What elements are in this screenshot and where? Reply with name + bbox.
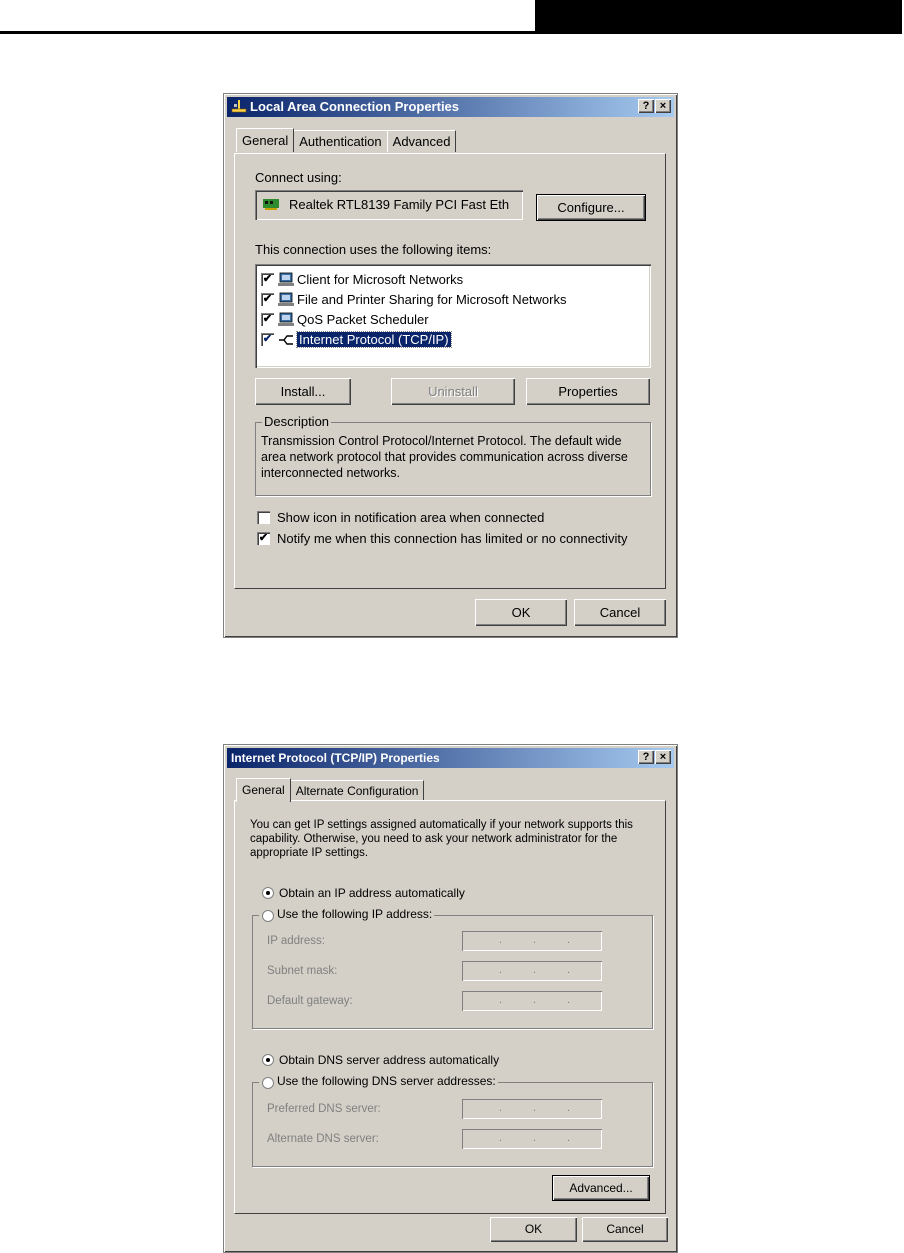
protocol-icon [278, 332, 294, 347]
ip-address-label: IP address: [267, 935, 325, 947]
alternate-dns-field[interactable]: . . . [462, 1129, 602, 1149]
title-bar [227, 748, 674, 768]
obtain-dns-radio[interactable] [262, 1054, 274, 1066]
tab-general[interactable]: General [236, 778, 291, 802]
default-gateway-label: Default gateway: [267, 995, 353, 1007]
tab-authentication[interactable]: Authentication [293, 130, 387, 152]
preferred-dns-label: Preferred DNS server: [267, 1103, 381, 1115]
file-sharing-icon [278, 292, 294, 307]
checkbox[interactable]: ✔ [262, 293, 273, 305]
show-icon-label[interactable]: Show icon in notification area when connected [277, 510, 545, 525]
subnet-mask-label: Subnet mask: [267, 965, 338, 977]
cancel-button[interactable]: Cancel [574, 599, 666, 626]
connect-using-label: Connect using: [255, 170, 342, 185]
use-dns-label[interactable]: Use the following DNS server addresses: [259, 1074, 498, 1088]
tab-strip [236, 780, 423, 802]
checkbox[interactable]: ✔ [262, 333, 273, 345]
notify-checkbox[interactable]: ✔ [258, 532, 269, 544]
static-ip-group [252, 907, 653, 1029]
description-title: Description [264, 414, 330, 429]
use-ip-label[interactable]: Use the following IP address: [259, 907, 434, 921]
tab-strip [236, 130, 455, 152]
title-bar [227, 97, 674, 117]
list-item-selected[interactable] [261, 330, 451, 349]
close-button[interactable]: × [655, 750, 671, 764]
preferred-dns-field[interactable]: . . . [462, 1099, 602, 1119]
network-connection-icon [231, 99, 247, 113]
tab-alternate-configuration[interactable]: Alternate Configuration [290, 780, 425, 802]
components-list[interactable] [255, 264, 651, 368]
general-tab-panel [234, 800, 666, 1214]
tab-general[interactable]: General [236, 128, 294, 152]
list-item[interactable] [261, 310, 429, 329]
description-text: Transmission Control Protocol/Internet Protocol. The default wide area network protocol that provides communication across diverse interconnected networks. [261, 434, 628, 480]
close-button[interactable]: × [655, 99, 671, 113]
tab-advanced[interactable]: Advanced [387, 130, 457, 152]
obtain-dns-label[interactable]: Obtain DNS server address automatically [279, 1053, 500, 1067]
header-black-bar [535, 0, 904, 31]
obtain-ip-label[interactable]: Obtain an IP address automatically [279, 886, 465, 900]
local-area-connection-dialog [223, 93, 678, 638]
advanced-button[interactable]: Advanced... [553, 1176, 649, 1200]
checkbox[interactable]: ✔ [262, 273, 273, 285]
uninstall-button[interactable]: Uninstall [391, 378, 515, 405]
item-label: Internet Protocol (TCP/IP) [299, 332, 449, 347]
checkbox[interactable]: ✔ [262, 313, 273, 325]
items-label: This connection uses the following items: [255, 242, 492, 257]
network-client-icon [278, 272, 294, 287]
default-gateway-field[interactable]: . . . [462, 991, 602, 1011]
intro-text: You can get IP settings assigned automatically if your network supports this capability. Otherwise, you need to ask your network administrator for the appropriate IP settings. [250, 819, 633, 859]
notify-label[interactable]: Notify me when this connection has limited or no connectivity [277, 531, 628, 546]
cancel-button[interactable]: Cancel [582, 1217, 668, 1242]
use-ip-radio[interactable] [262, 910, 274, 922]
alternate-dns-label: Alternate DNS server: [267, 1133, 379, 1145]
adapter-name: Realtek RTL8139 Family PCI Fast Eth [289, 197, 510, 212]
use-dns-radio[interactable] [262, 1077, 274, 1089]
help-button[interactable]: ? [638, 750, 654, 764]
configure-button[interactable]: Configure... [537, 195, 645, 220]
qos-scheduler-icon [278, 312, 294, 327]
description-group [255, 414, 651, 496]
subnet-mask-field[interactable]: . . . [462, 961, 602, 981]
properties-button[interactable]: Properties [526, 378, 650, 405]
install-button[interactable]: Install... [255, 378, 351, 405]
static-dns-group [252, 1074, 653, 1167]
ip-address-field[interactable]: . . . [462, 931, 602, 951]
dialog-title: Internet Protocol (TCP/IP) Properties [231, 751, 440, 765]
dialog-title: Local Area Connection Properties [250, 99, 460, 114]
ok-button[interactable]: OK [490, 1217, 577, 1242]
item-label: QoS Packet Scheduler [297, 312, 429, 327]
show-icon-checkbox[interactable] [257, 511, 270, 524]
item-label: File and Printer Sharing for Microsoft Networks [297, 292, 567, 307]
help-button[interactable]: ? [638, 99, 654, 113]
adapter-box [255, 190, 523, 220]
obtain-ip-radio[interactable] [262, 887, 274, 899]
network-card-icon [263, 198, 281, 210]
tcpip-properties-dialog [223, 744, 678, 1253]
list-item[interactable] [261, 270, 463, 289]
ok-button[interactable]: OK [475, 599, 567, 626]
general-tab-panel [234, 153, 666, 589]
item-label: Client for Microsoft Networks [297, 272, 464, 287]
header-rule [0, 31, 904, 34]
list-item[interactable] [261, 290, 566, 309]
